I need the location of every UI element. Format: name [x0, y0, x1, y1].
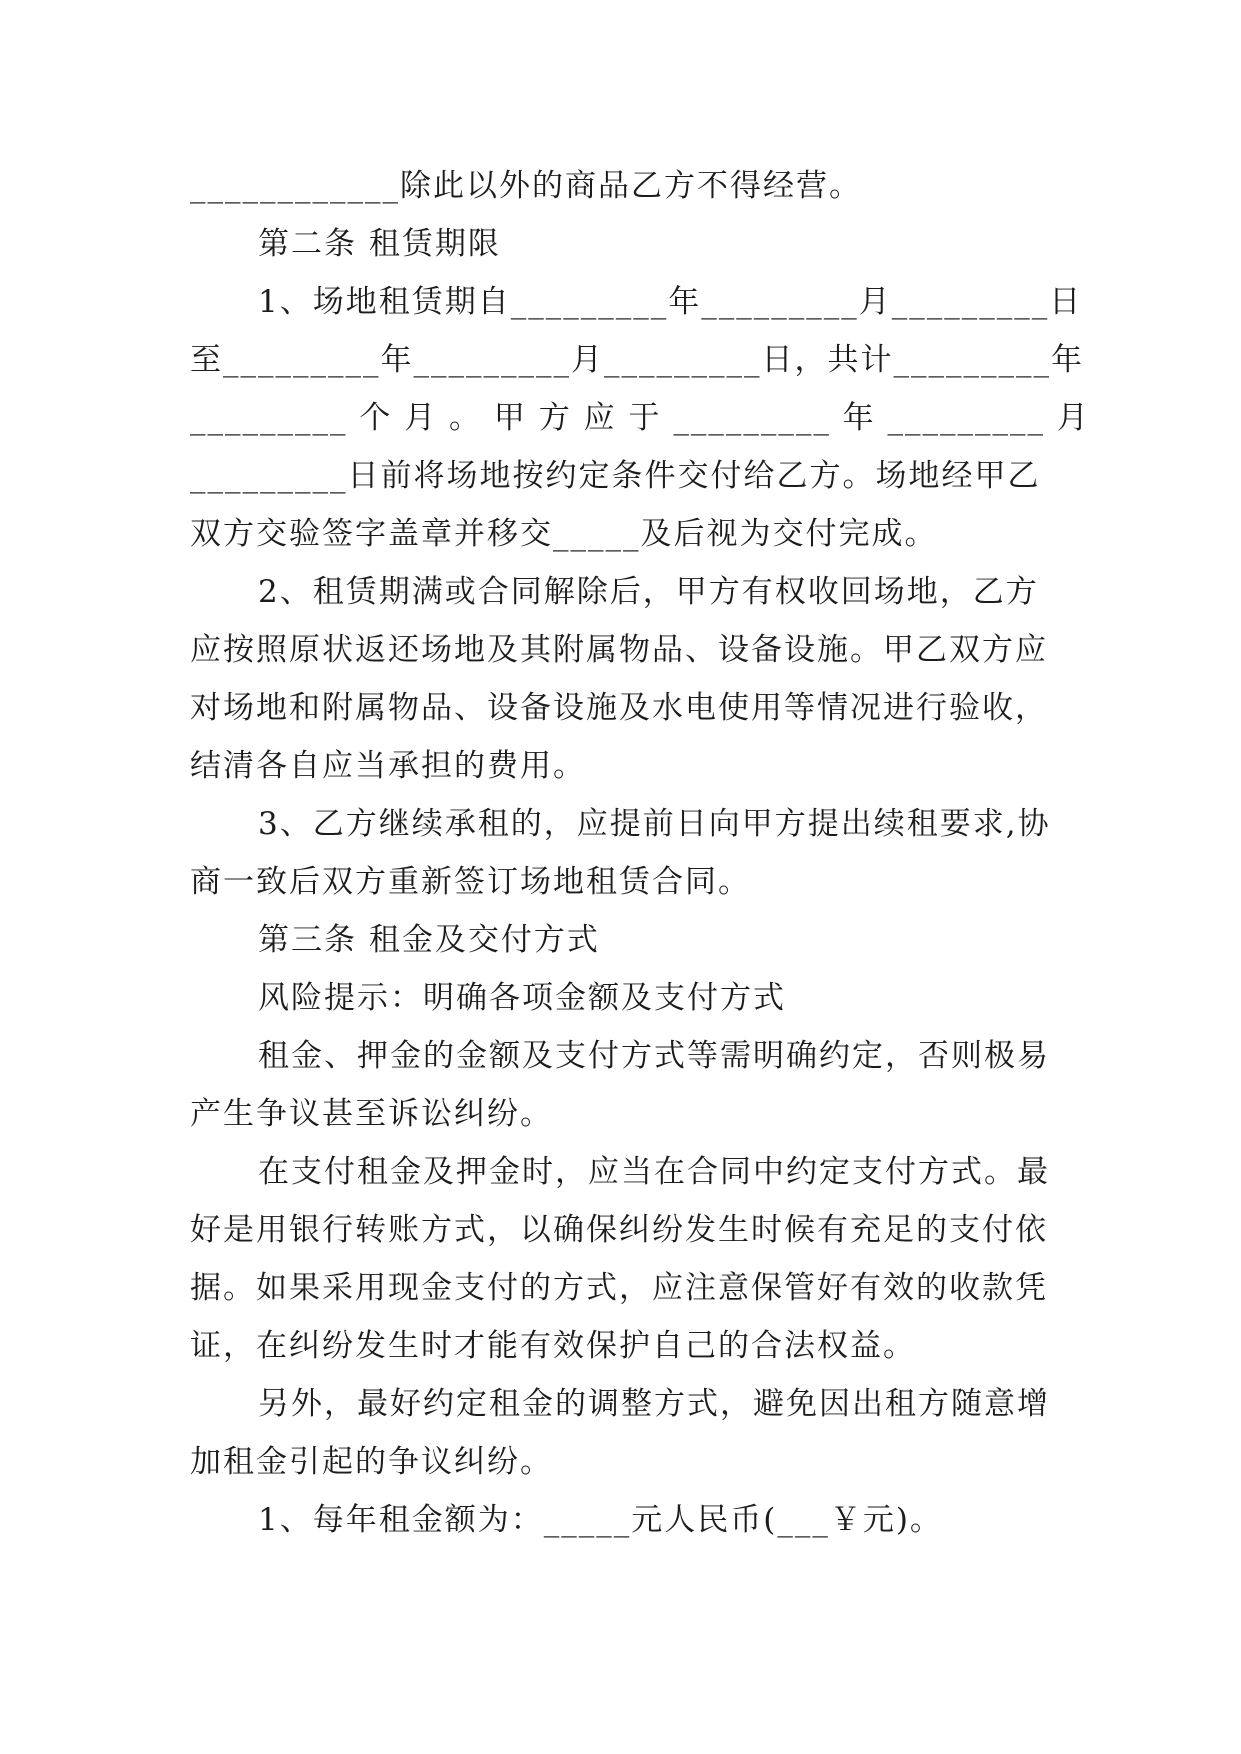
- text-line: 应按照原状返还场地及其附属物品、设备设施。甲乙双方应: [190, 632, 1048, 668]
- text-line: 在支付租金及押金时，应当在合同中约定支付方式。最: [258, 1154, 1050, 1190]
- risk-note: 风险提示：明确各项金额及支付方式: [258, 980, 786, 1016]
- text-line: 据。如果采用现金支付的方式，应注意保管好有效的收款凭: [190, 1270, 1048, 1306]
- text-line: 产生争议甚至诉讼纠纷。: [190, 1096, 553, 1132]
- text-line: 1、场地租赁期自_________年_________月_________日: [258, 284, 1083, 320]
- section-heading: 第三条 租金及交付方式: [258, 922, 600, 958]
- text-line: 租金、押金的金额及支付方式等需明确约定，否则极易: [258, 1038, 1050, 1074]
- text-line: 结清各自应当承担的费用。: [190, 748, 586, 784]
- section-heading: 第二条 租赁期限: [258, 226, 501, 262]
- text-line: 1、每年租金额为：_____元人民币(___￥元)。: [258, 1502, 943, 1538]
- text-line: 双方交验签字盖章并移交_____及后视为交付完成。: [190, 516, 938, 552]
- text-line: 证，在纠纷发生时才能有效保护自己的合法权益。: [190, 1328, 916, 1364]
- text-line: 好是用银行转账方式，以确保纠纷发生时候有充足的支付依: [190, 1212, 1048, 1248]
- text-line: 2、租赁期满或合同解除后，甲方有权收回场地，乙方: [258, 574, 1039, 610]
- text-line: 商一致后双方重新签订场地租赁合同。: [190, 864, 751, 900]
- text-line: 另外，最好约定租金的调整方式，避免因出租方随意增: [258, 1386, 1050, 1422]
- text-line: 对场地和附属物品、设备设施及水电使用等情况进行验收，: [190, 690, 1048, 726]
- text-line: _________ 个 月 。 甲 方 应 于 _________ 年 _________ 月: [190, 400, 1090, 436]
- text-line: 加租金引起的争议纠纷。: [190, 1444, 553, 1480]
- text-line: 至_________年_________月_________日，共计_________年: [190, 342, 1084, 378]
- text-line: ____________除此以外的商品乙方不得经营。: [190, 168, 862, 204]
- text-line: _________日前将场地按约定条件交付给乙方。场地经甲乙: [190, 458, 1041, 494]
- text-line: 3、乙方继续承租的，应提前日向甲方提出续租要求,协: [258, 806, 1051, 842]
